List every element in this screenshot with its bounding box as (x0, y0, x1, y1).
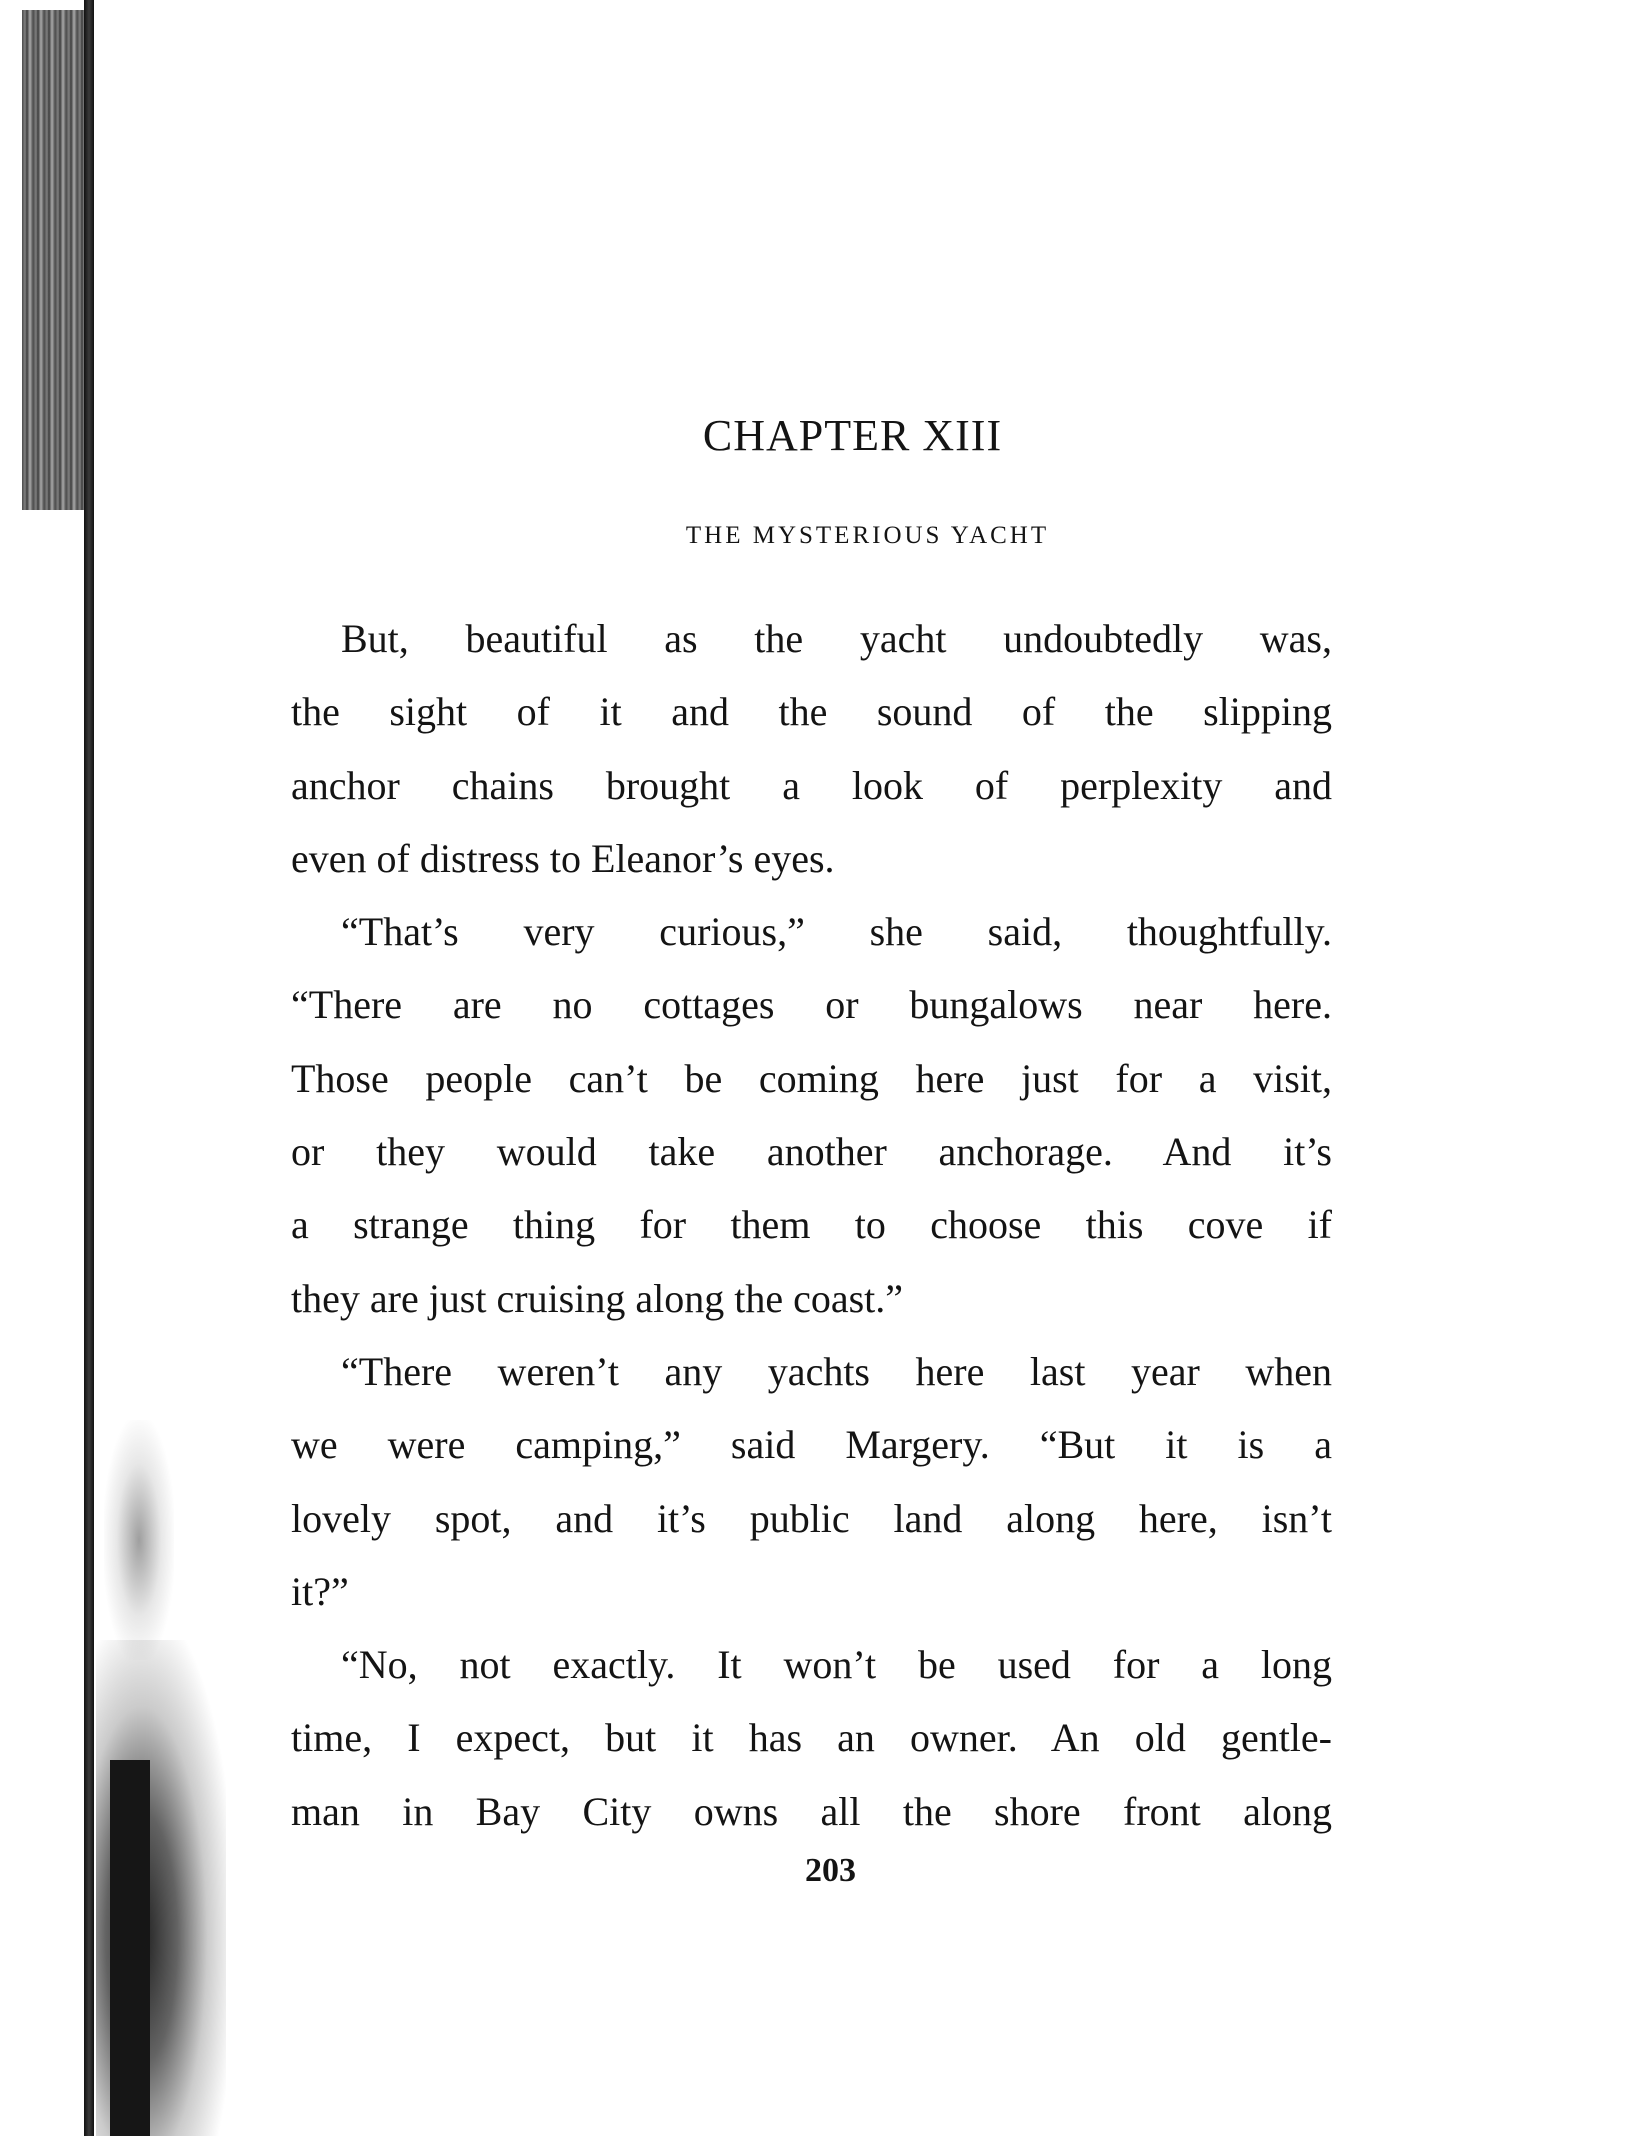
gutter-binding-line (84, 0, 94, 2136)
chapter-subtitle: THE MYSTERIOUS YACHT (685, 522, 1050, 549)
text-line: anchor chains brought a look of perplexity and (291, 762, 1332, 808)
text-line: it?” (291, 1568, 349, 1614)
text-line: we were camping,” said Margery. “But it is a (291, 1422, 1332, 1468)
text-line: “That’s very curious,” she said, thoughtfully. (341, 909, 1332, 955)
gutter-shadow-bottom-core (110, 1760, 150, 2136)
text-line: even of distress to Eleanor’s eyes. (291, 835, 835, 881)
text-line: Those people can’t be coming here just for a visit, (291, 1055, 1332, 1101)
text-line: they are just cruising along the coast.” (291, 1275, 904, 1321)
chapter-title: CHAPTER XIII (702, 411, 1003, 460)
text-line: But, beautiful as the yacht undoubtedly was, (341, 616, 1332, 661)
page-number: 203 (805, 1852, 856, 1889)
text-line: or they would take another anchorage. And it’s (291, 1129, 1332, 1175)
scan-gutter-shadow (0, 0, 230, 2136)
gutter-speckle-mid (104, 1420, 174, 1660)
text-line: “There weren’t any yachts here last year when (341, 1348, 1332, 1394)
text-line: a strange thing for them to choose this cove if (291, 1202, 1332, 1248)
text-line: “There are no cottages or bungalows near here. (291, 982, 1332, 1028)
text-line: man in Bay City owns all the shore front along (291, 1788, 1332, 1834)
text-line: lovely spot, and it’s public land along here, isn’t (291, 1495, 1332, 1541)
text-line: “No, not exactly. It won’t be used for a long (341, 1642, 1332, 1688)
text-line: time, I expect, but it has an owner. An old gentle- (291, 1715, 1332, 1761)
body-text (291, 602, 1332, 1848)
text-line: the sight of it and the sound of the slipping (291, 689, 1332, 735)
